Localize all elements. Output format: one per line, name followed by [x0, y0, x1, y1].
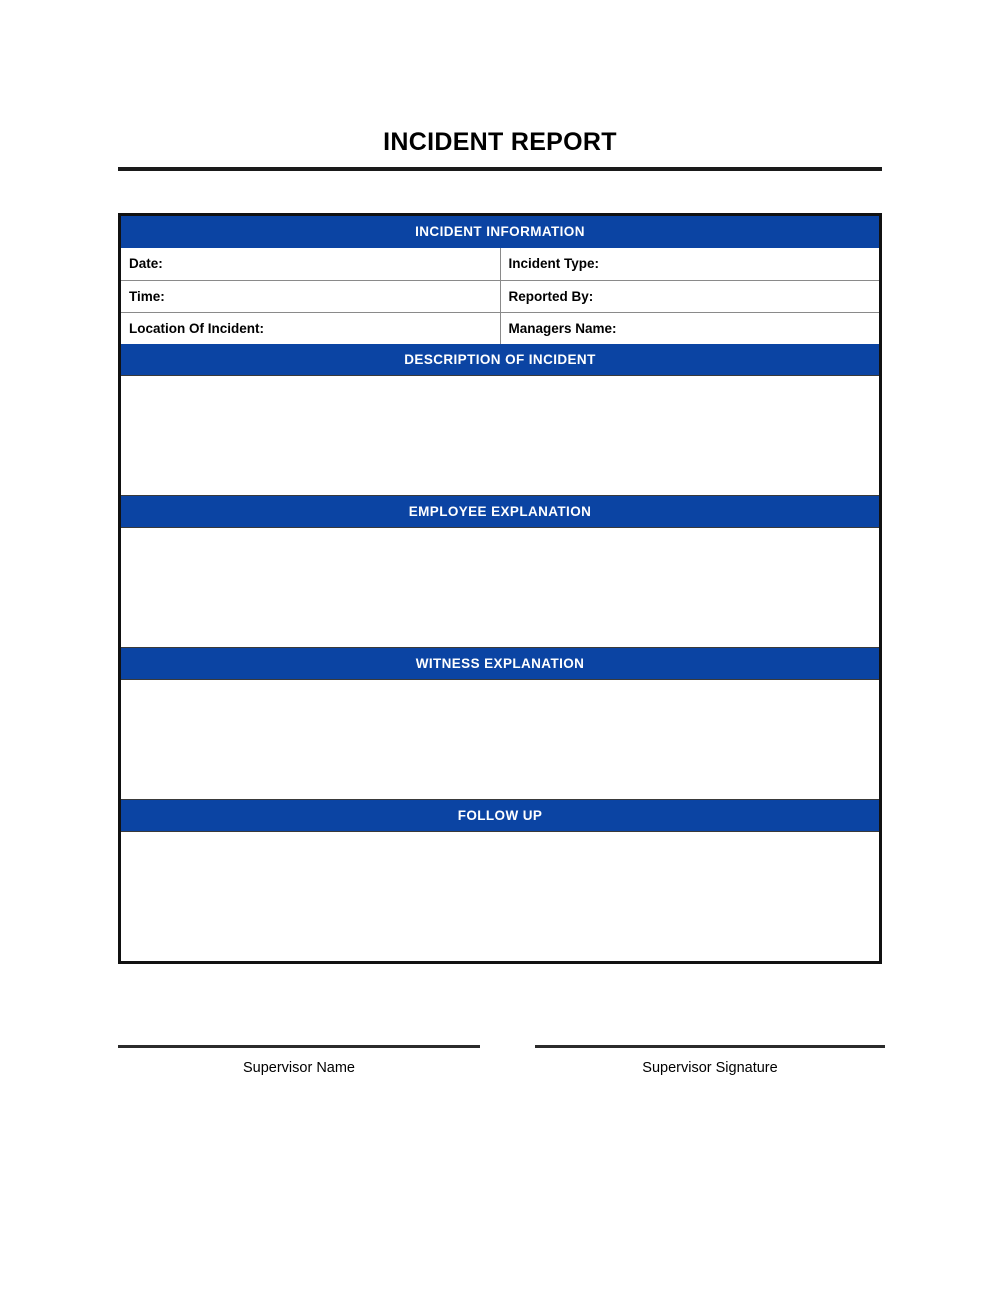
incident-information-table — [121, 248, 879, 344]
table-row — [121, 248, 879, 280]
section-heading-witness-explanation: WITNESS EXPLANATION — [121, 648, 879, 679]
table-row — [121, 280, 879, 312]
supervisor-signature-group — [535, 1035, 885, 1078]
title-divider — [118, 167, 882, 171]
witness-explanation-input[interactable] — [121, 679, 879, 800]
supervisor-signature-line[interactable] — [535, 1035, 885, 1048]
page-title: INCIDENT REPORT — [383, 128, 617, 156]
field-label-reported-by[interactable]: Reported By: — [500, 280, 879, 312]
supervisor-name-label: Supervisor Name — [242, 1060, 355, 1076]
field-label-time[interactable]: Time: — [121, 280, 500, 312]
field-label-managers-name[interactable]: Managers Name: — [508, 320, 617, 336]
section-heading-description-of-incident: DESCRIPTION OF INCIDENT — [121, 344, 879, 375]
follow-up-input[interactable] — [121, 831, 879, 961]
supervisor-name-group — [118, 1035, 480, 1078]
signature-block — [118, 1035, 885, 1105]
section-heading-follow-up: FOLLOW UP — [121, 800, 879, 831]
section-heading-employee-explanation: EMPLOYEE EXPLANATION — [121, 496, 879, 527]
field-label-incident-type[interactable]: Incident Type: — [500, 248, 879, 280]
incident-report-form — [118, 213, 882, 964]
description-of-incident-input[interactable] — [121, 375, 879, 496]
field-label-location-of-incident[interactable]: Location Of Incident: — [121, 312, 500, 344]
section-heading-incident-information: INCIDENT INFORMATION — [121, 216, 879, 248]
supervisor-signature-label: Supervisor Signature — [642, 1060, 778, 1076]
table-row — [121, 312, 879, 344]
employee-explanation-input[interactable] — [121, 527, 879, 648]
field-label-date[interactable]: Date: — [121, 248, 500, 280]
supervisor-name-line[interactable] — [118, 1035, 480, 1048]
document-header — [118, 126, 882, 171]
